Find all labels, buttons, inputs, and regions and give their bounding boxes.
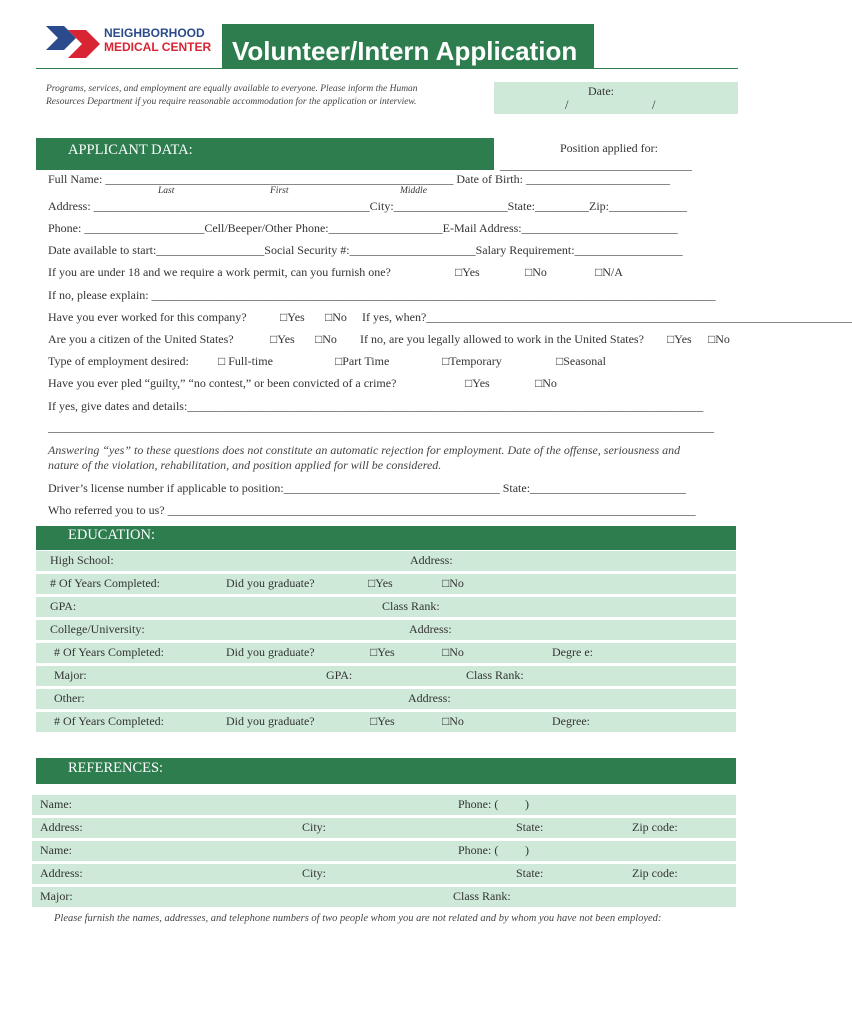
- ref-row-1: [32, 795, 736, 815]
- ref-row-4: [32, 864, 736, 884]
- college-gpa-field[interactable]: GPA:: [326, 668, 353, 682]
- conviction-details-line[interactable]: _______________________________________________________________________________________________________________: [48, 420, 714, 434]
- other-yes-checkbox[interactable]: □Yes: [370, 714, 395, 728]
- under-18-question: If you are under 18 and we require a work permit, can you furnish one?: [48, 265, 391, 279]
- position-field[interactable]: ________________________________: [500, 158, 692, 172]
- edu-row-6: [36, 666, 736, 686]
- ref2-phone-paren: ): [525, 843, 529, 857]
- references-note: Please furnish the names, addresses, and telephone numbers of two people whom you are not related and by whom you have not been employed:: [54, 913, 662, 924]
- worked-question: Have you ever worked for this company?: [48, 310, 247, 324]
- high-school-address-field[interactable]: Address:: [410, 553, 453, 567]
- page-title: Volunteer/Intern Application: [232, 36, 578, 66]
- other-address-field[interactable]: Address:: [408, 691, 451, 705]
- under-18-no-checkbox[interactable]: □No: [525, 265, 547, 279]
- referred-row[interactable]: Who referred you to us? ________________________________________________________________________________________: [48, 503, 696, 517]
- phone-row[interactable]: Phone: ____________________Cell/Beeper/Other Phone:___________________E-Mail Address:__________________________: [48, 221, 678, 235]
- ref2-state-field[interactable]: State:: [516, 866, 544, 880]
- education-heading: EDUCATION:: [68, 527, 155, 543]
- date-separator-2: /: [652, 98, 656, 112]
- ref2-zip-field[interactable]: Zip code:: [632, 866, 678, 880]
- other-no-checkbox[interactable]: □No: [442, 714, 464, 728]
- address-row[interactable]: Address: ______________________________________________City:___________________State:_________Zip:_____________: [48, 199, 687, 213]
- legally-yes-checkbox[interactable]: □Yes: [667, 332, 692, 346]
- fulltime-checkbox[interactable]: □ Full-time: [218, 354, 273, 368]
- college-address-field[interactable]: Address:: [409, 622, 452, 636]
- seasonal-checkbox[interactable]: □Seasonal: [556, 354, 606, 368]
- worked-yes-checkbox[interactable]: □Yes: [280, 310, 305, 324]
- equal-opportunity-notice: Programs, services, and employment are equally available to everyone. Please inform the Human Resources Department if you require reasonable accommodation for the application or interview.: [46, 84, 418, 107]
- ref1-zip-field[interactable]: Zip code:: [632, 820, 678, 834]
- temporary-checkbox[interactable]: □Temporary: [442, 354, 502, 368]
- date-available-row[interactable]: Date available to start:__________________Social Security #:_____________________Salary Requirement:__________________: [48, 243, 683, 257]
- title-rule: [36, 68, 738, 69]
- hs-class-rank-field[interactable]: Class Rank:: [382, 599, 440, 613]
- citizen-yes-checkbox[interactable]: □Yes: [270, 332, 295, 346]
- guilty-no-checkbox[interactable]: □No: [535, 376, 557, 390]
- first-label: First: [270, 186, 289, 196]
- college-graduate-label: Did you graduate?: [226, 645, 315, 659]
- college-major-field[interactable]: Major:: [54, 668, 87, 682]
- other-graduate-label: Did you graduate?: [226, 714, 315, 728]
- if-no-explain-row[interactable]: If no, please explain: ______________________________________________________________________________________________: [48, 288, 716, 302]
- logo-line2: MEDICAL CENTER: [104, 40, 212, 54]
- last-label: Last: [158, 186, 175, 196]
- worked-when-row[interactable]: If yes, when?_______________________________________________________________________: [362, 310, 852, 324]
- ref2-address-field[interactable]: Address:: [40, 866, 83, 880]
- guilty-question: Have you ever pled “guilty,” “no contest,” or been convicted of a crime?: [48, 376, 397, 390]
- ref2-city-field[interactable]: City:: [302, 866, 327, 880]
- college-class-rank-field[interactable]: Class Rank:: [466, 668, 524, 682]
- ref-class-rank-field[interactable]: Class Rank:: [453, 889, 511, 903]
- college-field[interactable]: College/University:: [50, 622, 145, 636]
- legally-no-checkbox[interactable]: □No: [708, 332, 730, 346]
- conviction-details-row[interactable]: If yes, give dates and details:______________________________________________________________________________________: [48, 399, 704, 413]
- ref2-phone-field[interactable]: Phone: (: [458, 843, 499, 857]
- applicant-data-heading: APPLICANT DATA:: [68, 142, 193, 158]
- college-degree-field[interactable]: Degre e:: [552, 645, 593, 659]
- date-label: Date:: [588, 84, 614, 98]
- ref1-phone-field[interactable]: Phone: (: [458, 797, 499, 811]
- ref-major-field[interactable]: Major:: [40, 889, 73, 903]
- middle-label: Middle: [400, 186, 427, 196]
- logo-line1: NEIGHBORHOOD: [104, 26, 205, 40]
- ref-row-3: [32, 841, 736, 861]
- other-degree-field[interactable]: Degree:: [552, 714, 590, 728]
- citizen-no-checkbox[interactable]: □No: [315, 332, 337, 346]
- hs-yes-checkbox[interactable]: □Yes: [368, 576, 393, 590]
- logo-mark-icon: [42, 24, 104, 58]
- date-separator-1: /: [565, 98, 569, 112]
- hs-years-field[interactable]: # Of Years Completed:: [50, 576, 160, 590]
- employment-type-question: Type of employment desired:: [48, 354, 189, 368]
- under-18-na-checkbox[interactable]: □N/A: [595, 265, 623, 279]
- logo: [42, 24, 212, 60]
- answer-note: Answering “yes” to these questions does not constitute an automatic rejection for employment. Date of the offense, seriousness and nature of the violation, rehabilitation, and position applied for will be considered.: [48, 443, 681, 472]
- ref-row-2: [32, 818, 736, 838]
- date-box: [494, 82, 738, 114]
- citizen-question: Are you a citizen of the United States?: [48, 332, 234, 346]
- college-years-field[interactable]: # Of Years Completed:: [54, 645, 164, 659]
- hs-graduate-label: Did you graduate?: [226, 576, 315, 590]
- full-name-row[interactable]: Full Name: __________________________________________________________ Date of Birth: ________________________: [48, 172, 670, 186]
- ref1-name-field[interactable]: Name:: [40, 797, 72, 811]
- ref1-address-field[interactable]: Address:: [40, 820, 83, 834]
- under-18-yes-checkbox[interactable]: □Yes: [455, 265, 480, 279]
- edu-row-1: [36, 551, 736, 571]
- hs-gpa-field[interactable]: GPA:: [50, 599, 77, 613]
- college-yes-checkbox[interactable]: □Yes: [370, 645, 395, 659]
- ref1-city-field[interactable]: City:: [302, 820, 327, 834]
- ref1-state-field[interactable]: State:: [516, 820, 544, 834]
- ref-row-5: [32, 887, 736, 907]
- parttime-checkbox[interactable]: □Part Time: [335, 354, 390, 368]
- worked-no-checkbox[interactable]: □No: [325, 310, 347, 324]
- other-school-field[interactable]: Other:: [54, 691, 85, 705]
- position-label: Position applied for:: [560, 141, 658, 155]
- references-heading: REFERENCES:: [68, 760, 164, 776]
- drivers-license-row[interactable]: Driver’s license number if applicable to position:____________________________________ State:__________________________: [48, 481, 687, 495]
- legally-question: If no, are you legally allowed to work in the United States?: [360, 332, 644, 346]
- other-years-field[interactable]: # Of Years Completed:: [54, 714, 164, 728]
- ref1-phone-paren: ): [525, 797, 529, 811]
- ref2-name-field[interactable]: Name:: [40, 843, 72, 857]
- guilty-yes-checkbox[interactable]: □Yes: [465, 376, 490, 390]
- edu-row-7: [36, 689, 736, 709]
- hs-no-checkbox[interactable]: □No: [442, 576, 464, 590]
- high-school-field[interactable]: High School:: [50, 553, 114, 567]
- college-no-checkbox[interactable]: □No: [442, 645, 464, 659]
